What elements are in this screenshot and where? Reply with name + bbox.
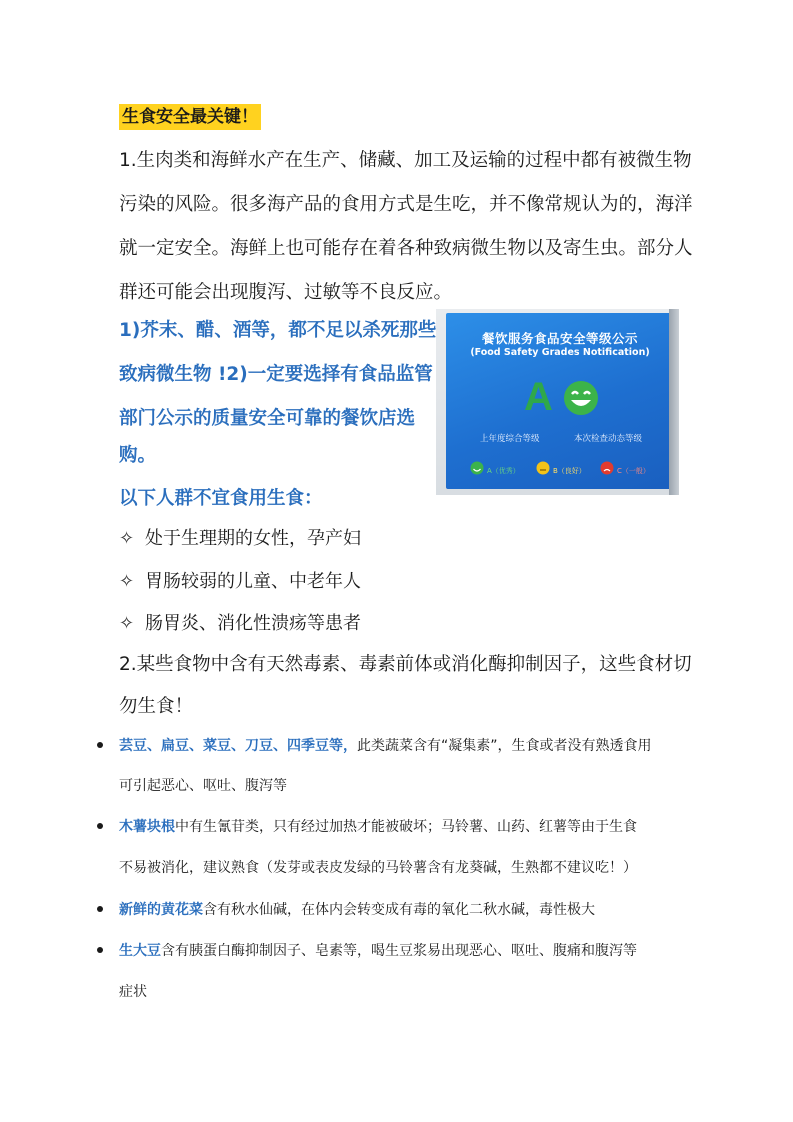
grade-letter: A — [524, 375, 553, 419]
list-bullet-icon — [97, 906, 103, 912]
para1-line: 就一定安全。海鲜上也可能存在着各种致病微生物以及寄生虫。部分人 — [119, 238, 693, 259]
not-suitable-heading: 以下人群不宜食用生食： — [119, 488, 323, 509]
sign-subtitle: (Food Safety Grades Notification) — [470, 347, 650, 358]
sparkle-bullet-icon: ✧ — [119, 528, 135, 549]
sign-panel — [446, 313, 674, 489]
group-item: ✧ 处于生理期的女性，孕产妇 — [119, 528, 361, 549]
list-bullet-icon — [97, 742, 103, 748]
sign-label-right: 本次检查动态等级 — [574, 434, 643, 444]
list-bullet-icon — [97, 823, 103, 829]
sparkle-bullet-icon: ✧ — [119, 571, 135, 592]
para1-line: 群还可能会出现腹泻、过敏等不良反应。 — [119, 282, 453, 303]
list-item: 新鲜的黄花菜含有秋水仙碱，在体内会转变成有毒的氧化二秋水碱，毒性极大 — [119, 902, 595, 918]
list-bullet-icon — [97, 947, 103, 953]
group-item: ✧ 肠胃炎、消化性溃疡等患者 — [119, 613, 361, 634]
list-item: 木薯块根中有生氰苷类，只有经过加热才能被破坏；马铃薯、山药、红薯等由于生食 — [119, 819, 637, 835]
para1-line: 1.生肉类和海鲜水产在生产、储藏、加工及运输的过程中都有被微生物 — [119, 150, 692, 171]
advice-line: 部门公示的质量安全可靠的餐饮店选 — [119, 408, 416, 429]
advice-line: 1)芥末、醋、酒等，都不足以杀死那些 — [119, 320, 437, 341]
sign-label-left: 上年度综合等级 — [480, 434, 540, 444]
section-heading: 生食安全最关键！ — [119, 104, 261, 130]
list-item-cont: 不易被消化，建议熟食（发芽或表皮发绿的马铃薯含有龙葵碱，生熟都不建议吃！） — [119, 860, 637, 876]
list-item-cont: 可引起恶心、呕吐、腹泻等 — [119, 778, 287, 794]
list-item: 生大豆含有胰蛋白酶抑制因子、皂素等，喝生豆浆易出现恶心、呕吐、腹痛和腹泻等 — [119, 943, 637, 959]
section2-line: 勿生食！ — [119, 696, 194, 717]
legend-c: C（一般） — [617, 467, 650, 475]
food-safety-sign-photo — [436, 309, 679, 495]
section2-line: 2.某些食物中含有天然毒素、毒素前体或消化酶抑制因子，这些食材切 — [119, 654, 692, 675]
para1-line: 污染的风险。很多海产品的食用方式是生吃，并不像常规认为的，海洋 — [119, 194, 693, 215]
sparkle-bullet-icon: ✧ — [119, 613, 135, 634]
sign-frame — [669, 309, 679, 495]
sign-title: 餐饮服务食品安全等级公示 — [481, 331, 638, 346]
legend-b: B（良好） — [553, 467, 586, 475]
list-item: 芸豆、扁豆、菜豆、刀豆、四季豆等，此类蔬菜含有“凝集素”，生食或者没有熟透食用 — [119, 738, 652, 754]
advice-line: 购。 — [119, 445, 157, 466]
neutral-face-b-icon — [536, 461, 550, 475]
smiley-face-icon — [562, 379, 600, 417]
advice-line: 致病微生物 !2)一定要选择有食品监管 — [119, 364, 433, 385]
legend-a: A（优秀） — [487, 467, 520, 475]
sad-face-c-icon — [600, 461, 614, 475]
group-item: ✧ 胃肠较弱的儿童、中老年人 — [119, 571, 361, 592]
smiley-a-icon — [470, 461, 484, 475]
list-item-cont: 症状 — [119, 984, 147, 1000]
